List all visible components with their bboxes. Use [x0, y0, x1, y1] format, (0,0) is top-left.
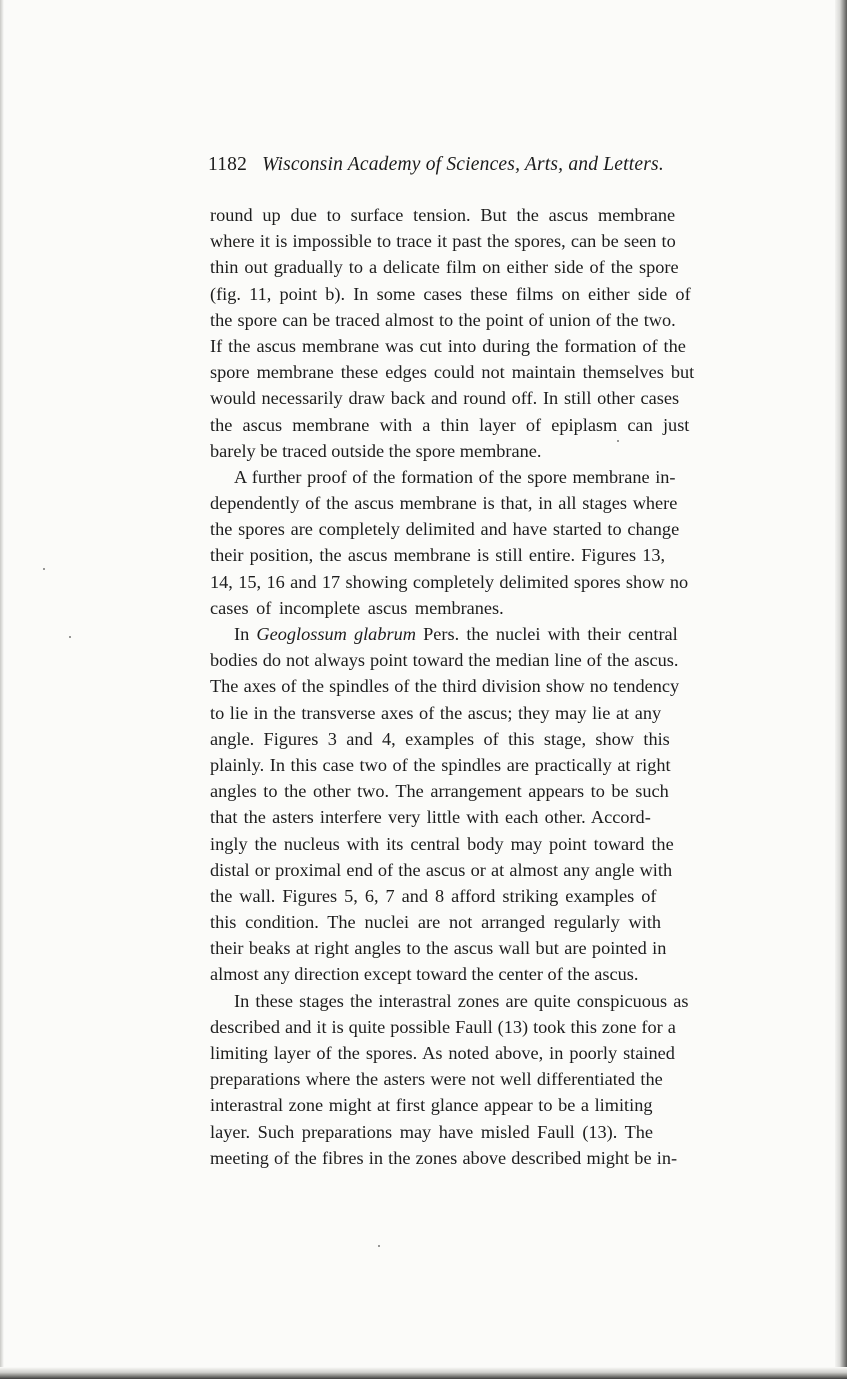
text-line: the ascus membrane with a thin layer of epiplasm can just	[210, 414, 690, 435]
text-line: almost any direction except toward the center of the ascus.	[210, 964, 639, 985]
text-line: round up due to surface tension. But the ascus membrane	[210, 205, 676, 225]
species-name: Geoglossum glabrum	[256, 624, 416, 644]
text-line: In these stages the interastral zones are quite conspicuous as	[234, 990, 689, 1011]
inline-text: Pers. the nuclei with their central	[423, 624, 678, 644]
text-line: distal or proximal end of the ascus or at almost any angle with	[210, 859, 673, 880]
dust-speck	[69, 636, 71, 638]
text-line: limiting layer of the spores. As noted above, in poorly stained	[210, 1043, 675, 1063]
text-line: that the asters interfere very little with each other. Accord-	[210, 807, 651, 828]
text-line: the spore can be traced almost to the point of union of the two.	[210, 309, 676, 330]
text-line: 14, 15, 16 and 17 showing completely delimited spores show no	[210, 571, 689, 592]
text-line: cases of incomplete ascus membranes.	[210, 597, 504, 618]
text-line: angle. Figures 3 and 4, examples of this stage, show this	[210, 728, 670, 749]
page-left-edge	[0, 0, 4, 1379]
text-line: where it is impossible to trace it past the spores, can be seen to	[210, 231, 676, 252]
body-text	[210, 202, 780, 1171]
text-line: their position, the ascus membrane is still entire. Figures 13,	[210, 545, 666, 566]
text-line: layer. Such preparations may have misled Faull (13). The	[210, 1121, 654, 1142]
text-line: A further proof of the formation of the spore membrane in-	[234, 466, 676, 487]
text-line: this condition. The nuclei are not arranged regularly with	[210, 912, 662, 933]
text-line: (fig. 11, point b). In some cases these films on either side of	[210, 283, 691, 304]
text-line: ingly the nucleus with its central body may point toward the	[210, 833, 674, 854]
text-line: The axes of the spindles of the third division show no tendency	[210, 676, 680, 697]
text-line: the wall. Figures 5, 6, 7 and 8 afford striking examples of	[210, 885, 657, 906]
text-line: to lie in the transverse axes of the ascus; they may lie at any	[210, 702, 662, 723]
dust-speck	[378, 1245, 380, 1247]
text-line: spore membrane these edges could not maintain themselves but	[210, 362, 695, 383]
page-right-edge-shadow	[835, 0, 847, 1379]
journal-title: Wisconsin Academy of Sciences, Arts, and Letters.	[262, 154, 664, 175]
text-line: thin out gradually to a delicate film on either side of the spore	[210, 257, 679, 278]
running-header	[208, 154, 768, 184]
text-line: plainly. In this case two of the spindles are practically at right	[210, 754, 671, 775]
dust-speck	[43, 568, 45, 570]
text-line: bodies do not always point toward the median line of the ascus.	[210, 650, 679, 671]
text-line: their beaks at right angles to the ascus wall but are pointed in	[210, 938, 667, 959]
text-line: preparations where the asters were not well differentiated the	[210, 1069, 663, 1090]
text-line: meeting of the fibres in the zones above described might be in-	[210, 1147, 678, 1168]
text-line: dependently of the ascus membrane is that, in all stages where	[210, 493, 678, 514]
text-line: the spores are completely delimited and have started to change	[210, 519, 680, 540]
text-line: described and it is quite possible Faull (13) took this zone for a	[210, 1016, 676, 1037]
text-line: interastral zone might at first glance appear to be a limiting	[210, 1095, 653, 1116]
text-line: If the ascus membrane was cut into during the formation of the	[210, 335, 686, 356]
inline-text: In	[234, 624, 250, 644]
page-number: 1182	[208, 154, 248, 175]
text-line: angles to the other two. The arrangement appears to be such	[210, 781, 669, 802]
text-line	[210, 621, 780, 647]
text-line: barely be traced outside the spore membrane.	[210, 440, 542, 461]
text-line: would necessarily draw back and round off. In still other cases	[210, 388, 680, 409]
page-bottom-edge-shadow	[0, 1367, 847, 1379]
